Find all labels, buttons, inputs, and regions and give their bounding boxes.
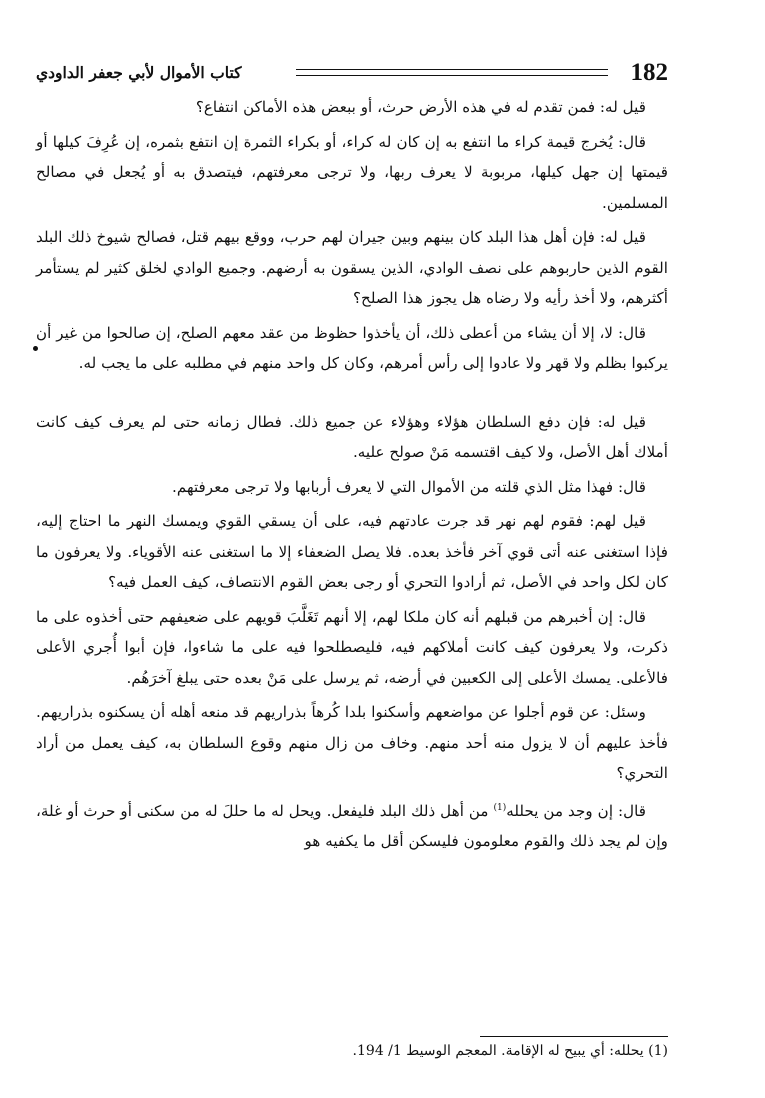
paragraph-answer-3: قال: فهذا مثل الذي قلته من الأموال التي لا يعرف أربابها ولا ترجى معرفتهم. — [172, 477, 646, 496]
footnote-separator — [480, 1036, 668, 1037]
running-book-title: كتاب الأموال لأبي جعفر الداودي — [36, 63, 242, 82]
paragraph-question-3: قيل له: فإن دفع السلطان هؤلاء وهؤلاء عن جميع ذلك. فطال زمانه حتى لم يعرف كيف كانت أملاك أهل الأصل، ولا كيف اقتسمه مَنْ صولح عليه. — [36, 412, 668, 461]
footnote: (1) يحلله: أي يبيح له الإقامة. المعجم الوسيط 1/ 194. — [352, 1043, 668, 1059]
header-double-rule — [296, 69, 608, 76]
paragraph-question-4: قيل لهم: فقوم لهم نهر قد جرت عادتهم فيه، على أن يسقي القوي ويمسك النهر ما احتاج إليه، فإذا استغنى عنه أتى قوي آخر فأخذ بعده. فلا يصل الضعفاء إلا ما استغنى عنه الأقوياء. ولا يعرفون ما كان لكل واحد في الأصل، ثم أرادوا التحري أو رجى بعض القوم الانتصاف، كيف العمل فيه؟ — [36, 512, 668, 591]
paragraph-answer-1: قال: يُخرج قيمة كراء ما انتفع به إن كان له كراء، أو بكراء الثمرة إن انتفع بثمره، إن عُرِفَ كيلها أو قيمتها إن جهل كيلها، مربوبة لا يعرف ربها، ولا ترجى معرفتهم، فيتصدق به أو يُجعل في مصالح المسلمين. — [36, 132, 668, 212]
paragraph-answer-2: قال: لا، إلا أن يشاء من أعطى ذلك، أن يأخذوا حظوظ من عقد معهم الصلح، إن صالحوا من غير أن يركبوا بظلم ولا قهر ولا عادوا إلى رأس أمرهم، وكان كل واحد منهم في مطلبه على ما يجب له. — [36, 323, 668, 372]
page-header — [36, 58, 668, 90]
footnote-reference[interactable]: (1) — [493, 802, 507, 813]
body-text — [36, 92, 668, 861]
answer-5-start: قال: إن وجد من يحلله — [506, 801, 647, 820]
paragraph-question-2: قيل له: فإن أهل هذا البلد كان بينهم وبين جيران لهم حرب، ووقع بيهم قتل، فصالح شيوخ ذلك البلد القوم الذين حاربوهم على نصف الوادي، الذين يسقون به أرضهم. وجميع الوادي لخلق كثير لم يستأمر أكثرهم، ولا أخذ رأيه ولا رضاه هل يجوز هذا الصلح؟ — [36, 228, 668, 307]
answer-5-rest: من أهل ذلك البلد فليفعل. ويحل له ما حللَ له من سكنى أو حرث أو غلة، وإن لم يجد ذلك والقوم معلومون فليسكن أقل ما يكفيه هو — [36, 801, 668, 851]
paragraph-question-1: قيل له: فمن تقدم له في هذه الأرض حرث، أو ببعض هذه الأماكن انتفاع؟ — [195, 98, 646, 116]
page-number: 182 — [630, 59, 668, 86]
paragraph-answer-4: قال: إن أخبرهم من قبلهم أنه كان ملكا لهم، إلا أنهم تَغَلَّبَ قويهم على ضعيفهم حتى أخذوه على ما ذكرت، ولا يعرفون كيف كانت أملاكهم فيه، فليصطلحوا فيه على ما شاءوا، فإن أبوا أُجري الأعلى فالأعلى. يمسك الأعلى إلى الكعبين في أرضه، ثم يرسل على مَنْ بعده حتى يبلغ آخرَهُم. — [36, 607, 668, 687]
paragraph-question-5: وسئل: عن قوم أجلوا عن مواضعهم وأسكنوا بلدا كُرهاً بذراريهم قد منعه أهله أن يسكنوه بذراريهم. فأخذ عليهم أن لا يزول منه أحد منهم. وخاف من زال منهم وقوع السلطان به، كيف يعمل من أراد التحري؟ — [36, 703, 668, 782]
paragraph-answer-5 — [36, 793, 668, 857]
